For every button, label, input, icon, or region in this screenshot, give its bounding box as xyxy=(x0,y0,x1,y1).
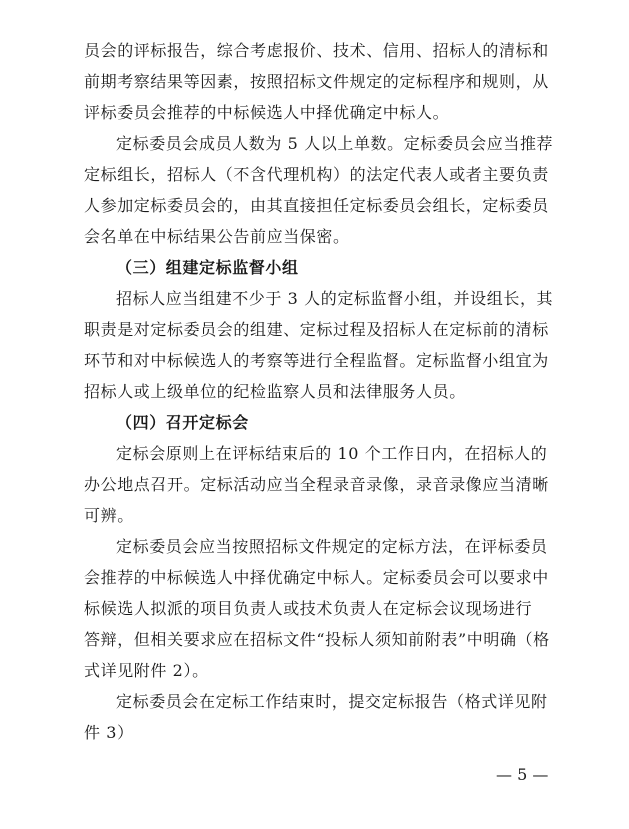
text-line: 式详见附件 2）。 xyxy=(84,661,209,680)
paragraph-first-line: 招标人应当组建不少于 3 人的定标监督小组，并设组长，其 xyxy=(116,289,554,308)
paragraph-first-line: 定标委员会应当按照招标文件规定的定标方法，在评标委员 xyxy=(116,537,548,556)
text-line: 答辩，但相关要求应在招标文件“投标人须知前附表”中明确（格 xyxy=(84,630,550,649)
paragraph-first-line: 定标委员会成员人数为 5 人以上单数。定标委员会应当推荐 xyxy=(116,134,554,153)
page-number: — 5 — xyxy=(496,765,549,784)
text-line: 环节和对中标候选人的考察等进行全程监督。定标监督小组宜为 xyxy=(84,351,549,370)
text-line: 前期考察结果等因素，按照招标文件规定的定标程序和规则，从 xyxy=(84,72,549,91)
text-line: 人参加定标委员会的，由其直接担任定标委员会组长，定标委员 xyxy=(84,196,549,215)
text-line: 件 3） xyxy=(84,723,134,742)
text-line: 招标人或上级单位的纪检监察人员和法律服务人员。 xyxy=(84,382,466,401)
section-heading-3: （三）组建定标监督小组 xyxy=(116,258,299,277)
text-line: 可辨。 xyxy=(84,506,134,525)
text-line: 定标组长，招标人（不含代理机构）的法定代表人或者主要负责 xyxy=(84,165,549,184)
text-line: 标候选人拟派的项目负责人或技术负责人在定标会议现场进行 xyxy=(84,599,533,618)
text-line: 会名单在中标结果公告前应当保密。 xyxy=(84,227,350,246)
section-heading-4: （四）召开定标会 xyxy=(116,413,249,432)
text-line: 评标委员会推荐的中标候选人中择优确定中标人。 xyxy=(84,103,450,122)
paragraph-first-line: 定标会原则上在评标结束后的 10 个工作日内，在招标人的 xyxy=(116,444,548,463)
text-line: 员会的评标报告，综合考虑报价、技术、信用、招标人的清标和 xyxy=(84,41,549,60)
text-line: 办公地点召开。定标活动应当全程录音录像，录音录像应当清晰 xyxy=(84,475,549,494)
text-line: 会推荐的中标候选人中择优确定中标人。定标委员会可以要求中 xyxy=(84,568,549,587)
paragraph-first-line: 定标委员会在定标工作结束时，提交定标报告（格式详见附 xyxy=(116,692,548,711)
text-line: 职责是对定标委员会的组建、定标过程及招标人在定标前的清标 xyxy=(84,320,549,339)
